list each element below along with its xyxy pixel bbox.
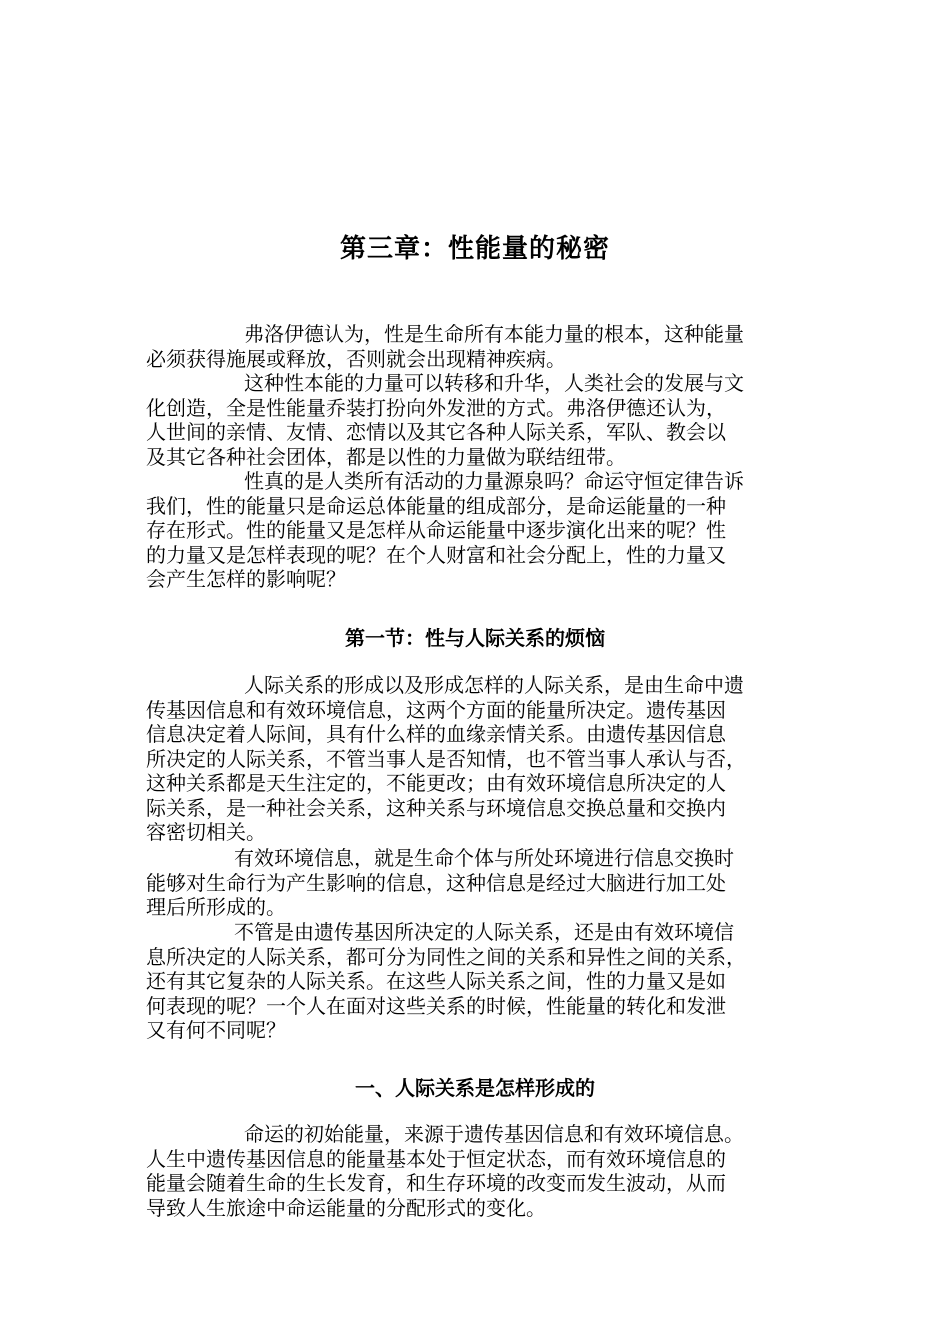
text-line: 存在形式。性的能量又是怎样从命运能量中逐步演化出来的呢？性 bbox=[146, 518, 726, 542]
section1-paragraph-1 bbox=[146, 673, 811, 845]
text-line: 的力量又是怎样表现的呢？在个人财富和社会分配上，性的力量又 bbox=[146, 542, 726, 567]
text-line: 会产生怎样的影响呢？ bbox=[146, 567, 346, 591]
text-line: 命运的初始能量，来源于遗传基因信息和有效环境信息。 bbox=[244, 1122, 744, 1146]
subsection-title: 一、人际关系是怎样形成的 bbox=[355, 1076, 595, 1100]
text-line: 容密切相关。 bbox=[146, 820, 266, 844]
text-line: 何表现的呢？一个人在面对这些关系的时候，性能量的转化和发泄 bbox=[146, 993, 726, 1018]
section1-paragraph-3 bbox=[146, 920, 811, 1043]
text-line: 我们，性的能量只是命运总体能量的组成部分，是命运能量的一种 bbox=[146, 493, 726, 518]
text-line: 还有其它复杂的人际关系。在这些人际关系之间，性的力量又是如 bbox=[146, 969, 726, 993]
section1-paragraph-2 bbox=[146, 846, 811, 920]
text-line: 性真的是人类所有活动的力量源泉吗？命运守恒定律告诉 bbox=[244, 469, 744, 493]
text-line: 这种性本能的力量可以转移和升华，人类社会的发展与文 bbox=[244, 371, 744, 395]
text-line: 弗洛伊德认为，性是生命所有本能力量的根本，这种能量 bbox=[244, 322, 744, 346]
text-line: 有效环境信息，就是生命个体与所处环境进行信息交换时 bbox=[234, 846, 734, 870]
text-line: 所决定的人际关系，不管当事人是否知情，也不管当事人承认与否， bbox=[146, 746, 746, 771]
text-line: 能量会随着生命的生长发育，和生存环境的改变而发生波动，从而 bbox=[146, 1171, 726, 1195]
text-line: 不管是由遗传基因所决定的人际关系，还是由有效环境信 bbox=[234, 920, 734, 944]
text-line: 能够对生命行为产生影响的信息，这种信息是经过大脑进行加工处 bbox=[146, 870, 726, 895]
text-line: 及其它各种社会团体，都是以性的力量做为联结纽带。 bbox=[146, 444, 626, 469]
text-line: 息所决定的人际关系，都可分为同性之间的关系和异性之间的关系， bbox=[146, 944, 746, 969]
section-title: 第一节：性与人际关系的烦恼 bbox=[345, 626, 605, 650]
text-line: 又有何不同呢？ bbox=[146, 1018, 286, 1042]
text-line: 导致人生旅途中命运能量的分配形式的变化。 bbox=[146, 1195, 546, 1220]
text-line: 这种关系都是天生注定的，不能更改；由有效环境信息所决定的人 bbox=[146, 771, 726, 795]
subsection1-paragraph-1 bbox=[146, 1122, 811, 1220]
text-line: 人际关系的形成以及形成怎样的人际关系，是由生命中遗 bbox=[244, 673, 744, 697]
text-line: 际关系，是一种社会关系，这种关系与环境信息交换总量和交换内 bbox=[146, 795, 726, 820]
text-line: 信息决定着人际间，具有什么样的血缘亲情关系。由遗传基因信息 bbox=[146, 722, 726, 746]
intro-paragraph-1 bbox=[146, 322, 811, 371]
text-line: 化创造，全是性能量乔装打扮向外发泄的方式。弗洛伊德还认为， bbox=[146, 395, 726, 420]
text-line: 人生中遗传基因信息的能量基本处于恒定状态，而有效环境信息的 bbox=[146, 1146, 726, 1171]
text-line: 传基因信息和有效环境信息，这两个方面的能量所决定。遗传基因 bbox=[146, 697, 726, 722]
text-line: 人世间的亲情、友情、恋情以及其它各种人际关系，军队、教会以 bbox=[146, 420, 726, 444]
intro-paragraph-3 bbox=[146, 469, 811, 592]
text-line: 理后所形成的。 bbox=[146, 895, 286, 919]
text-line: 必须获得施展或释放，否则就会出现精神疾病。 bbox=[146, 346, 566, 371]
chapter-title: 第三章：性能量的秘密 bbox=[339, 234, 610, 264]
intro-paragraph-2 bbox=[146, 371, 811, 469]
